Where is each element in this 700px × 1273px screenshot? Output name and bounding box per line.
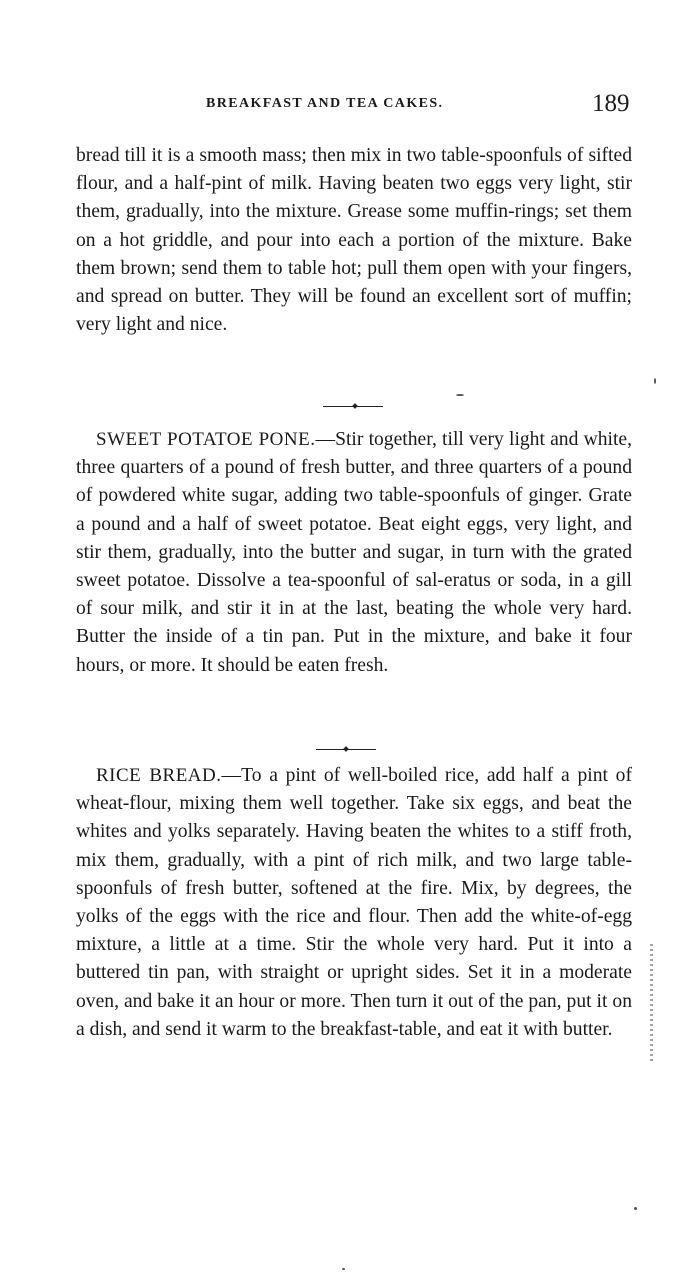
divider-diamond-icon [352,403,358,409]
running-title: BREAKFAST AND TEA CAKES. [206,96,444,111]
ink-speck [456,394,464,396]
recipe-heading: SWEET POTATOE PONE. [96,429,316,450]
ink-speck [654,378,656,384]
section-divider-ornament [316,749,376,750]
ink-speck [342,1268,345,1270]
recipe-text: —To a pint of well-boiled rice, add half a pint of wheat-flour, mixing them well together. Take six eggs, and beat the whites and yolks separately. Having beaten the whites to a stiff froth, mix them, gradually, with a pint of rich milk, and two large table-spoonfuls of fresh butter, softened at the fire. Mix, by degrees, the yolks of the eggs with the rice and flour. Then add the white-of-egg mixture, a little at a time. Stir the whole very hard. Put it into a buttered tin pan, with straight or upright sides. Set it in a moderate oven, and bake it an hour or more. Then turn it out of the pan, put it on a dish, and send it warm to the breakfast-table, and eat it with butter. [76,765,632,1040]
recipe-text: —Stir together, till very light and white, three quarters of a pound of fresh butter, and three quarters of a pound of powdered white sugar, adding two table-spoonfuls of ginger. Grate a pound and a half of sweet potatoe. Beat eight eggs, very light, and stir them, gradually, into the butter and sugar, in turn with the grated sweet potatoe. Dissolve a tea-spoonful of sal-eratus or soda, in a gill of sour milk, and stir it in at the last, beating the whole very hard. Butter the inside of a tin pan. Put in the mixture, and bake it four hours, or more. It should be eaten fresh. [76,429,632,676]
page-number: 189 [592,90,630,117]
recipe-sweet-potatoe-pone [76,426,632,680]
paragraph-muffin-continuation [76,142,632,339]
ink-speck [634,1207,637,1210]
section-divider-ornament [323,406,383,407]
divider-diamond-icon [343,746,349,752]
recipe-rice-bread [76,762,632,1044]
margin-scan-artifact [650,944,653,1064]
paragraph-text: bread till it is a smooth mass; then mix in two table-spoonfuls of sifted flour, and a half-pint of milk. Having beaten two eggs very light, stir them, gradually, into the mixture. Grease some muffin-rings; set them on a hot griddle, and pour into each a portion of the mixture. Bake them brown; send them to table hot; pull them open with your fingers, and spread on butter. They will be found an excellent sort of muffin; very light and nice. [76,145,632,336]
recipe-heading: RICE BREAD. [96,765,222,786]
